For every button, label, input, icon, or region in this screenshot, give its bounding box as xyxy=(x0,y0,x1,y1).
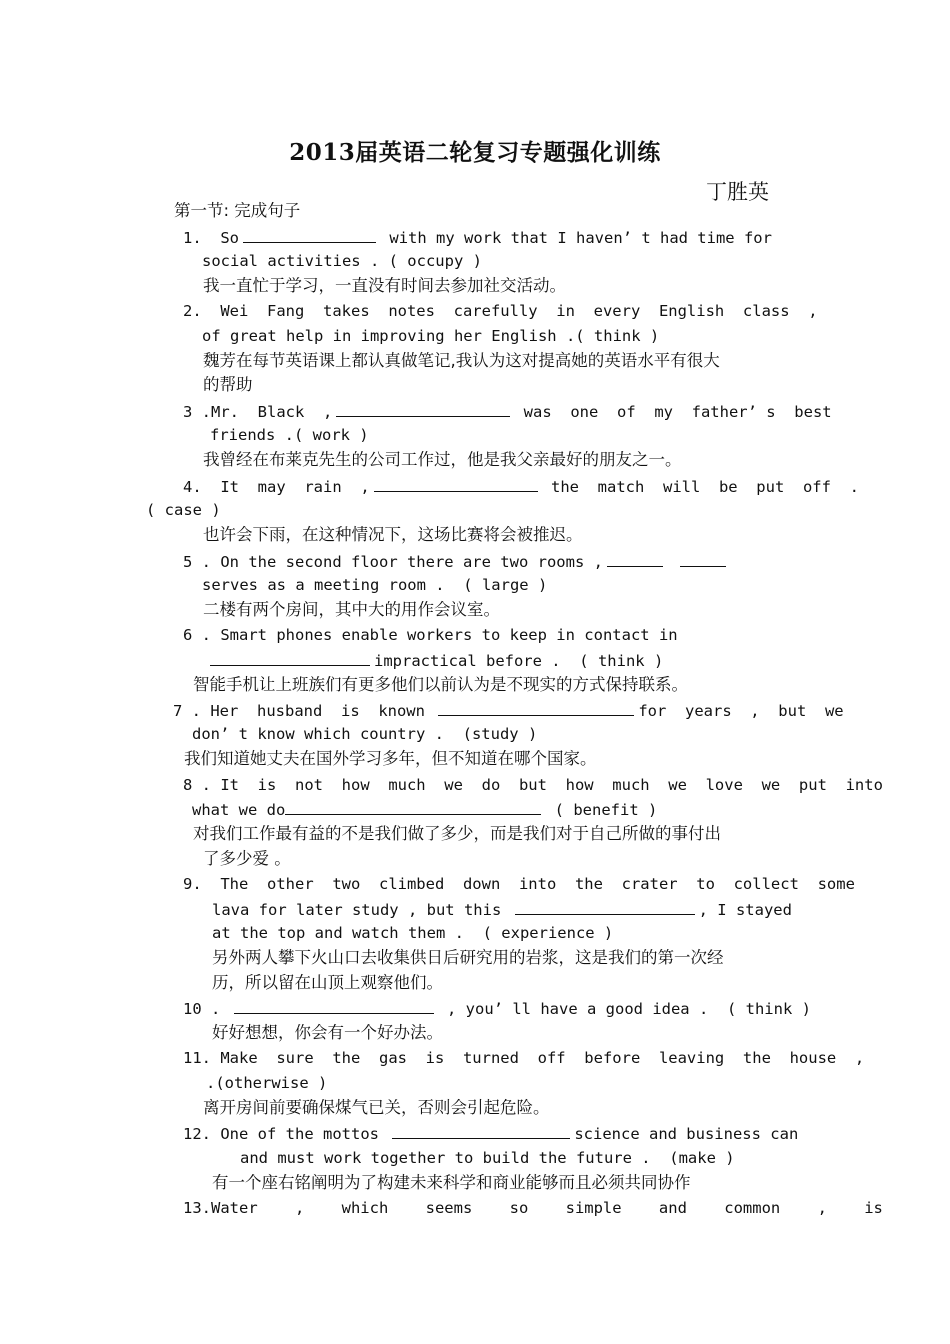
item-text: Water , which seems so simple and common , is xyxy=(211,1199,883,1217)
item-2-translation-cont: 的帮助 xyxy=(203,375,253,394)
item-9-line-2 xyxy=(212,898,792,921)
item-11-translation: 离开房间前要确保煤气已关，否则会引起危险。 xyxy=(203,1098,550,1117)
item-text: what we do xyxy=(192,801,286,819)
item-9-translation: 另外两人攀下火山口去收集供日后研究用的岩浆，这是我们的第一次经 xyxy=(212,948,724,967)
item-text: science and business can xyxy=(574,1125,799,1143)
item-4-line-2: ( case ) xyxy=(146,501,221,519)
item-text: Mr. Black , xyxy=(211,403,333,421)
item-7-translation: 我们知道她丈夫在国外学习多年，但不知道在哪个国家。 xyxy=(184,749,597,768)
item-1-line-1 xyxy=(183,226,772,249)
item-text: The other two climbed down into the crater to collect some xyxy=(220,875,855,893)
item-number: 12. xyxy=(183,1125,211,1143)
item-3-line-2: friends .( work ) xyxy=(210,426,369,444)
item-text: , I stayed xyxy=(698,901,792,919)
item-text: the match will be put off . xyxy=(551,478,859,496)
item-10-line-1 xyxy=(183,997,811,1020)
item-text: Make sure the gas is turned off before leaving the house , xyxy=(220,1049,865,1067)
item-number: 4. xyxy=(183,478,202,496)
item-number: 5 . xyxy=(183,553,211,571)
item-4-translation: 也许会下雨，在这种情况下，这场比赛将会被推迟。 xyxy=(203,525,583,544)
answer-blank[interactable] xyxy=(515,898,695,915)
item-text: Her husband is known xyxy=(210,702,425,720)
item-6-line-2 xyxy=(210,649,663,672)
item-12-line-1 xyxy=(183,1122,798,1145)
item-text: One of the mottos xyxy=(220,1125,379,1143)
answer-blank[interactable] xyxy=(438,699,634,716)
item-2-line-2: of great help in improving her English .( think ) xyxy=(202,327,660,345)
item-text: Smart phones enable workers to keep in contact in xyxy=(220,626,678,644)
document-title: 2013届英语二轮复习专题强化训练 xyxy=(289,139,661,166)
item-7-line-2: don’ t know which country . (study ) xyxy=(192,725,538,743)
item-3-line-1 xyxy=(183,400,832,423)
item-9-line-1 xyxy=(183,873,855,895)
answer-blank[interactable] xyxy=(210,649,370,666)
item-text: ( benefit ) xyxy=(554,801,658,819)
item-5-line-1 xyxy=(183,550,730,573)
item-6-translation: 智能手机让上班族们有更多他们以前认为是不现实的方式保持联系。 xyxy=(193,675,688,694)
item-number: 6 . xyxy=(183,626,211,644)
item-number: 8 . xyxy=(183,776,211,794)
item-text: with my work that I haven’ t had time for xyxy=(389,229,772,247)
item-text: for years , but we xyxy=(638,702,844,720)
item-2-line-1 xyxy=(183,300,818,322)
item-9-line-3: at the top and watch them . ( experience ) xyxy=(212,924,614,942)
item-number: 9. xyxy=(183,875,202,893)
item-8-line-2 xyxy=(192,798,657,821)
item-9-translation-cont: 历，所以留在山顶上观察他们。 xyxy=(212,973,443,992)
answer-blank[interactable] xyxy=(336,400,510,417)
answer-blank[interactable] xyxy=(680,550,726,567)
item-number: 2. xyxy=(183,302,202,320)
answer-blank[interactable] xyxy=(607,550,663,567)
item-6-line-1 xyxy=(183,624,678,646)
item-12-translation: 有一个座右铭阐明为了构建未来科学和商业能够而且必须共同协作 xyxy=(212,1173,691,1192)
item-7-line-1 xyxy=(173,699,844,722)
item-text: It may rain , xyxy=(220,478,370,496)
item-text: was one of my father’ s best xyxy=(523,403,832,421)
item-5-line-2: serves as a meeting room . ( large ) xyxy=(202,576,548,594)
item-text: impractical before . ( think ) xyxy=(374,652,664,670)
answer-blank[interactable] xyxy=(285,798,541,815)
item-text: lava for later study , but this xyxy=(212,901,502,919)
item-text: So xyxy=(220,229,240,247)
item-number: 7 . xyxy=(173,702,201,720)
item-8-translation-cont: 了多少爱 。 xyxy=(203,849,291,868)
item-1-line-2: social activities . ( occupy ) xyxy=(202,252,482,270)
item-12-line-2: and must work together to build the future . (make ) xyxy=(240,1149,735,1167)
item-text: On the second floor there are two rooms , xyxy=(220,553,603,571)
item-text: , you’ ll have a good idea . ( think ) xyxy=(447,1000,811,1018)
item-11-line-2: .(otherwise ) xyxy=(206,1074,328,1092)
item-4-line-1 xyxy=(183,475,859,498)
item-number: 1. xyxy=(183,229,202,247)
answer-blank[interactable] xyxy=(392,1122,570,1139)
item-text: It is not how much we do but how much we love we put into xyxy=(220,776,883,794)
item-1-translation: 我一直忙于学习，一直没有时间去参加社交活动。 xyxy=(203,276,566,295)
section-heading: 第一节: 完成句子 xyxy=(174,201,301,220)
item-2-translation: 魏芳在每节英语课上都认真做笔记,我认为这对提高她的英语水平有很大 xyxy=(203,351,720,370)
item-5-translation: 二楼有两个房间，其中大的用作会议室。 xyxy=(203,600,500,619)
item-number: 3 . xyxy=(183,403,211,421)
item-number: 11. xyxy=(183,1049,211,1067)
answer-blank[interactable] xyxy=(243,226,376,243)
item-number: 10 . xyxy=(183,1000,221,1018)
item-11-line-1 xyxy=(183,1047,864,1069)
answer-blank[interactable] xyxy=(234,997,434,1014)
item-13-line-1 xyxy=(183,1197,883,1219)
author-name: 丁胜英 xyxy=(706,180,769,204)
answer-blank[interactable] xyxy=(374,475,538,492)
item-8-line-1 xyxy=(183,774,883,796)
item-number: 13. xyxy=(183,1199,211,1217)
item-3-translation: 我曾经在布莱克先生的公司工作过，他是我父亲最好的朋友之一。 xyxy=(203,450,682,469)
item-10-translation: 好好想想，你会有一个好办法。 xyxy=(212,1023,443,1042)
item-text: Wei Fang takes notes carefully in every English class , xyxy=(220,302,818,320)
item-8-translation: 对我们工作最有益的不是我们做了多少，而是我们对于自己所做的事付出 xyxy=(193,824,721,843)
